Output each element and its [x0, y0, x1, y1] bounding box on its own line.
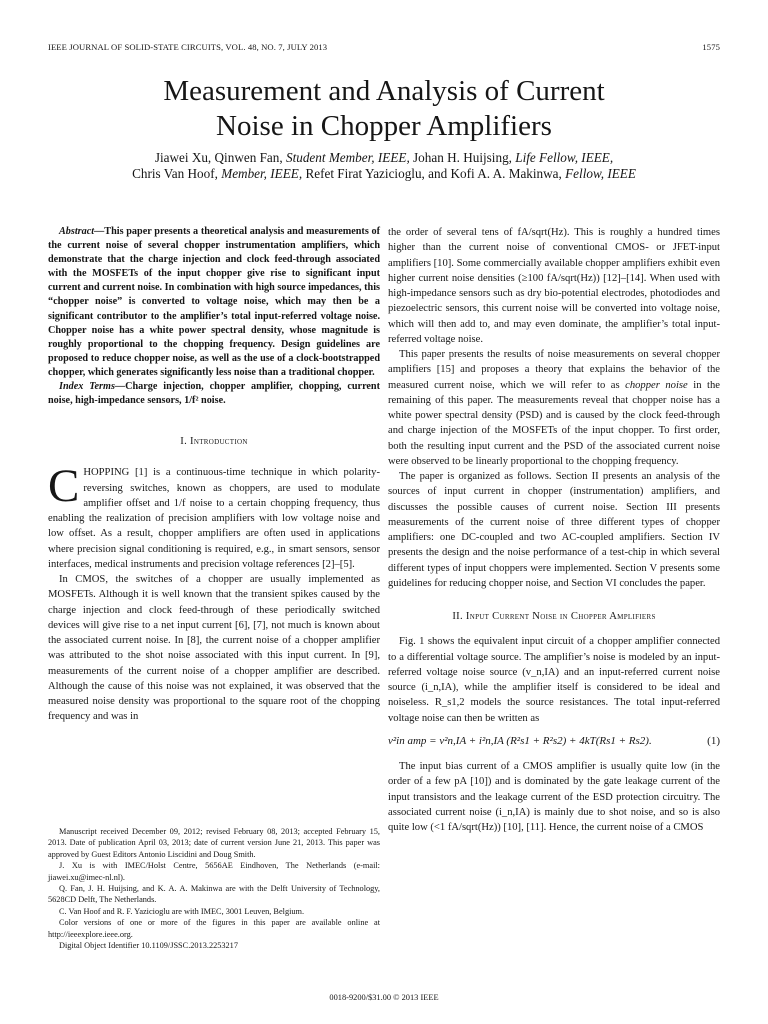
emphasis-term: chopper noise — [625, 379, 688, 391]
author-line-2 — [0, 166, 768, 182]
author-membership: Student Member, IEEE, — [285, 150, 410, 165]
section-heading-introduction — [48, 434, 380, 449]
running-header-page-number: 1575 — [702, 42, 720, 52]
section-title: Input Current Noise in Chopper Amplifiers — [465, 611, 656, 622]
footnote-affiliation: J. Xu is with IMEC/Holst Centre, 5656AE Eindhoven, The Netherlands (e-mail: jiawei.xu@imec-nl.nl). — [48, 861, 380, 882]
paragraph-text: in the remaining of this paper. The measurements reveal that chopper noise has a white power spectral density (PSD) and is caused by the clock feed-through and charge injection of the MOSFETs of the input chopper. To first order, both the resulting input current and the PSD of the associated current noise were observed to be linearly proportional to the chopping frequency. — [388, 379, 720, 467]
section-number: II. — [452, 611, 463, 622]
abstract-label: Abstract— — [59, 226, 105, 237]
title-line-1: Measurement and Analysis of Current — [163, 75, 605, 107]
intro-paragraph-2: In CMOS, the switches of a chopper are usually implemented as MOSFETs. Although it is well known that the transient spikes caused by the charge injection and clock feed-through of these periodically switched devices will give rise to a net input current [6], [7], not much is known about the associated current noise. In [8], the current noise of a chopper amplifier was attributed to the shot noise associated with this input current. In [9], measurements of the current noise of a chopper amplifier are described. Although the cause of this noise was not explained, it was observed that the measured noise density was proportional to the square root of the chopping frequency and was in — [48, 574, 380, 723]
author-list — [0, 150, 768, 182]
equation-1 — [388, 734, 720, 749]
author-name: Johan H. Huijsing, — [413, 150, 512, 165]
right-paragraph-2 — [388, 347, 720, 469]
footnote-doi: Digital Object Identifier 10.1109/JSSC.2013.2253217 — [59, 941, 238, 951]
index-terms-label: Index Terms— — [59, 381, 126, 393]
right-paragraph-5: The input bias current of a CMOS amplifier is usually quite low (in the order of a few pA [10]) and is dominated by the gate leakage current of the input transistors and the leakage current of the ESD protection circuitry. The associated current noise (i_n,IA) is mainly due to shot noise, and so is also quite low (<1 fA/sqrt(Hz)) [10], [11]. Hence, the current noise of a CMOS — [388, 761, 720, 833]
section-title: Introduction — [190, 436, 248, 448]
footnote-affiliation: C. Van Hoof and R. F. Yazicioglu are with IMEC, 3001 Leuven, Belgium. — [59, 906, 305, 916]
right-paragraph-3: The paper is organized as follows. Section II presents an analysis of the sources of input current in chopper (instrumentation) amplifiers, and discusses the possible causes of current noise. Section III presents measurements of the current noise of three different types of chopper amplifiers: one DC-coupled and two AC-coupled amplifiers. Section IV presents the design and the noise performance of a test-chip in which several different types of input choppers were implemented. Section V presents some guidelines for reducing chopper noise, and Section VI concludes the paper. — [388, 471, 720, 589]
drop-cap-letter: C — [48, 460, 80, 513]
equation-number: (1) — [707, 734, 720, 747]
author-membership: Life Fellow, IEEE, — [515, 150, 614, 165]
equation-body: v²in amp = v²n,IA + i²n,IA (R²s1 + R²s2) + 4kT(Rs1 + Rs2). — [388, 734, 652, 747]
paper-title — [0, 74, 768, 144]
left-column — [48, 225, 380, 725]
index-terms — [48, 380, 380, 408]
author-membership: Fellow, IEEE — [565, 166, 636, 181]
author-line-1 — [0, 150, 768, 166]
author-membership: Member, IEEE, — [221, 166, 303, 181]
page-footer-copyright: 0018-9200/$31.00 © 2013 IEEE — [329, 993, 439, 1002]
intro-paragraph-1-text: HOPPING [1] is a continuous-time technique in which polarity-reversing switches, known as choppers, are used to modulate amplifier offset and 1/f noise to a certain chopping frequency, thus enabling the realization of precision amplifiers with low voltage noise and low offset. As a result, chopper amplifiers are often used in applications where precision signal conditioning is required, e.g., in smart sensors, sensor interfaces, medical instruments and precision voltage references [2]–[5]. — [48, 467, 380, 570]
footnote-affiliation: Q. Fan, J. H. Huijsing, and K. A. A. Makinwa are with the Delft University of Technology, 5628CD Delft, The Netherlands. — [48, 884, 380, 905]
author-name: Qinwen Fan, — [214, 150, 283, 165]
right-paragraph-4: Fig. 1 shows the equivalent input circuit of a chopper amplifier connected to a differential voltage source. The amplifier’s noise is modeled by an input-referred voltage noise source (v_n,IA) and an input-referred current noise source (i_n,IA), while the amplifier itself is considered to be ideal and noiseless. R_s1,2 models the source resistances. The total input-referred voltage noise can then be written as — [388, 636, 720, 724]
abstract-text: This paper presents a theoretical analysis and measurements of the current noise of several chopper instrumentation amplifiers, which demonstrate that the charge injection and clock feed-through associated with the MOSFETs of the input chopper give rise to significant input current and current noise. In combination with high source impedances, this “chopper noise” is converted to voltage noise, which may then be a significant contributor to the amplifier’s total input-referred voltage noise. Chopper noise has a white power spectral density, whose magnitude is roughly proportional to the chopping frequency. Design guidelines are proposed to reduce chopper noise, as well as the use of a clock-bootstrapped chopper, which generates significantly less noise than a traditional chopper. — [48, 226, 380, 378]
author-name: Jiawei Xu, — [154, 150, 212, 165]
footnotes — [48, 826, 380, 951]
right-paragraph-1: the order of several tens of fA/sqrt(Hz). This is roughly a hundred times higher than the current noise of conventional CMOS- or JFET-input amplifiers [10]. Some commercially available chopper amplifiers exhibit even higher current noise densities (≥100 fA/sqrt(Hz)) [12]–[14]. When used with high-impedance sensors such as dry bio-potential electrodes, photodiodes and piezoelectric sensors, this current noise will be converted into voltage noise, which will then add to, and may even dominate, the amplifier’s total input-referred voltage noise. — [388, 227, 720, 345]
index-terms-text: Charge injection, chopper amplifier, chopping, current noise, high-impedance sensors, 1/f² noise. — [48, 381, 380, 407]
section-heading-input-current-noise — [388, 609, 720, 624]
paragraph-text: This paper presents the results of noise measurements on several chopper amplifiers [15] and proposes a theory that explains the behavior of the measured current noise, which we will refer to as — [388, 349, 720, 391]
author-name: Refet Firat Yazicioglu, and Kofi A. A. Makinwa, — [305, 166, 562, 181]
intro-paragraph-1 — [48, 460, 380, 572]
footnote-manuscript: Manuscript received December 09, 2012; revised February 08, 2013; accepted February 15, 2013. Date of publication April 03, 2013; date of current version June 21, 2013. This paper was approved by Guest Editors Antonio Liscidini and Doug Smith. — [48, 827, 380, 859]
author-name: Chris Van Hoof, — [132, 166, 218, 181]
section-number: I. — [180, 436, 188, 448]
title-line-2: Noise in Chopper Amplifiers — [216, 110, 552, 142]
right-column — [388, 225, 720, 835]
abstract — [48, 225, 380, 380]
running-header-journal: IEEE JOURNAL OF SOLID-STATE CIRCUITS, VOL. 48, NO. 7, JULY 2013 — [48, 42, 328, 52]
footnote-color-versions: Color versions of one or more of the figures in this paper are available online at http://ieeexplore.ieee.org. — [48, 918, 380, 939]
